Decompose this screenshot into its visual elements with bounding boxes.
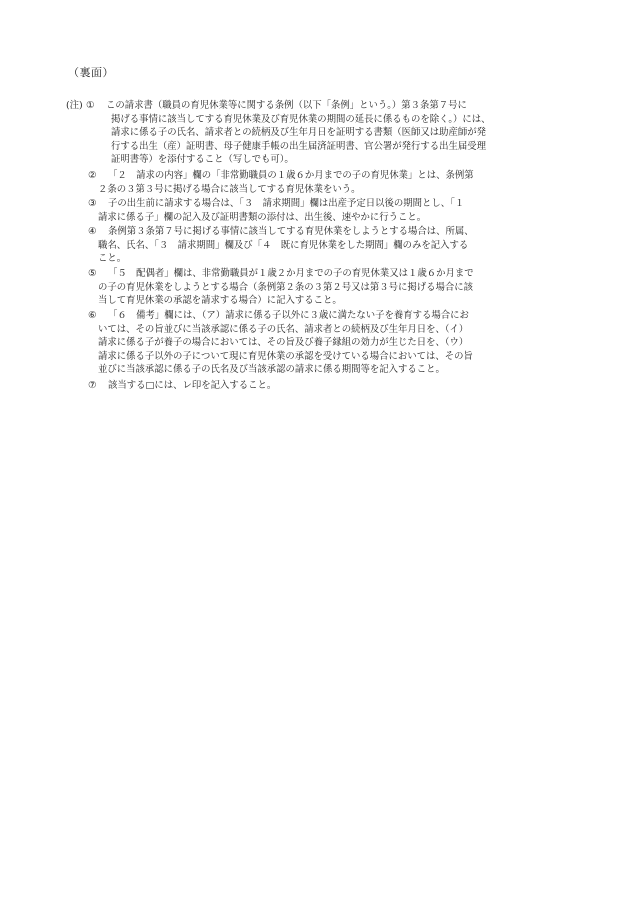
note-1-line-5: 証明書等）を添付すること（写しでも可）。 xyxy=(111,154,294,166)
note-6 xyxy=(88,309,473,377)
note-5 xyxy=(88,267,474,308)
note-2-line-1: ② 「２ 請求の内容」欄の「非常勤職員の１歳６か月までの子の育児休業」とは、条例第 xyxy=(88,170,474,181)
note-4-line-1: ④ 条例第３条第７号に掲げる事情に該当してする育児休業をしようとする場合は、所属、 xyxy=(88,226,474,237)
note-6-line-1: ⑥ 「６ 備考」欄には、（ア）請求に係る子以外に３歳に満たない子を養育する場合にお xyxy=(88,310,469,321)
note-2 xyxy=(88,169,474,196)
note-3-line-2: 請求に係る子」欄の記入及び証明書類の添付は、出生後、速やかに行うこと。 xyxy=(98,211,427,223)
note-1-line-3: 請求に係る子の氏名、請求者との続柄及び生年月日を証明する書類（医師又は助産師が発 xyxy=(111,127,487,139)
note-5-line-1: ⑤ 「５ 配偶者」欄は、非常勤職員が１歳２か月までの子の育児休業又は１歳６か月まで xyxy=(88,268,474,279)
note-7-line-1: ⑦ 該当する□には、レ印を記入すること。 xyxy=(88,380,277,391)
note-1-line-1: (注) ① この請求書（職員の育児休業等に関する条例（以下「条例」という。）第３条第７号に xyxy=(66,100,467,111)
back-side-label: （裏面） xyxy=(68,66,114,79)
note-6-line-4: 請求に係る子以外の子について現に育児休業の承認を受けている場合においては、その旨 xyxy=(98,350,473,362)
note-3-line-1: ③ 子の出生前に請求する場合は、「３ 請求期間」欄は出産予定日以後の期間とし、「１ xyxy=(88,198,465,209)
note-2-line-2: ２条の３第３号に掲げる場合に該当してする育児休業をいう。 xyxy=(98,183,361,195)
notes-prefix: (注) xyxy=(66,100,83,111)
note-3 xyxy=(88,197,464,224)
note-6-line-5: 並びに当該承認に係る子の氏名及び当該承認の請求に係る期間等を記入すること。 xyxy=(98,364,445,376)
note-4-marker: ④ xyxy=(88,226,97,237)
note-4-line-3: こと。 xyxy=(98,253,127,265)
note-4 xyxy=(88,225,474,266)
note-1 xyxy=(66,99,491,167)
note-6-marker: ⑥ xyxy=(88,310,97,321)
note-3-marker: ③ xyxy=(88,198,97,209)
note-6-line-2: いては、その旨並びに当該承認に係る子の氏名、請求者との続柄及び生年月日を、（イ） xyxy=(98,323,469,335)
note-1-line-4: 行する出生（産）証明書、母子健康手帳の出生届済証明書、官公署が発行する出生届受理 xyxy=(111,140,487,152)
note-7 xyxy=(88,379,276,393)
note-5-marker: ⑤ xyxy=(88,268,97,279)
note-6-line-3: 請求に係る子が養子の場合においては、その旨及び養子縁組の効力が生じた日を、（ウ） xyxy=(98,337,469,349)
note-1-marker: ① xyxy=(86,100,95,111)
note-5-line-3: 当して育児休業の承認を請求する場合）に記入すること。 xyxy=(98,295,342,307)
note-4-line-2: 職名、氏名、「３ 請求期間」欄及び「４ 既に育児休業をした期間」欄のみを記入する xyxy=(98,239,469,251)
note-5-line-2: の子の育児休業をしようとする場合（条例第２条の３第２号又は第３号に掲げる場合に該 xyxy=(98,281,474,293)
note-7-marker: ⑦ xyxy=(88,380,97,391)
note-1-line-2: 掲げる事情に該当してする育児休業及び育児休業の期間の延長に係るものを除く。）には、 xyxy=(111,113,491,125)
note-2-marker: ② xyxy=(88,170,97,181)
